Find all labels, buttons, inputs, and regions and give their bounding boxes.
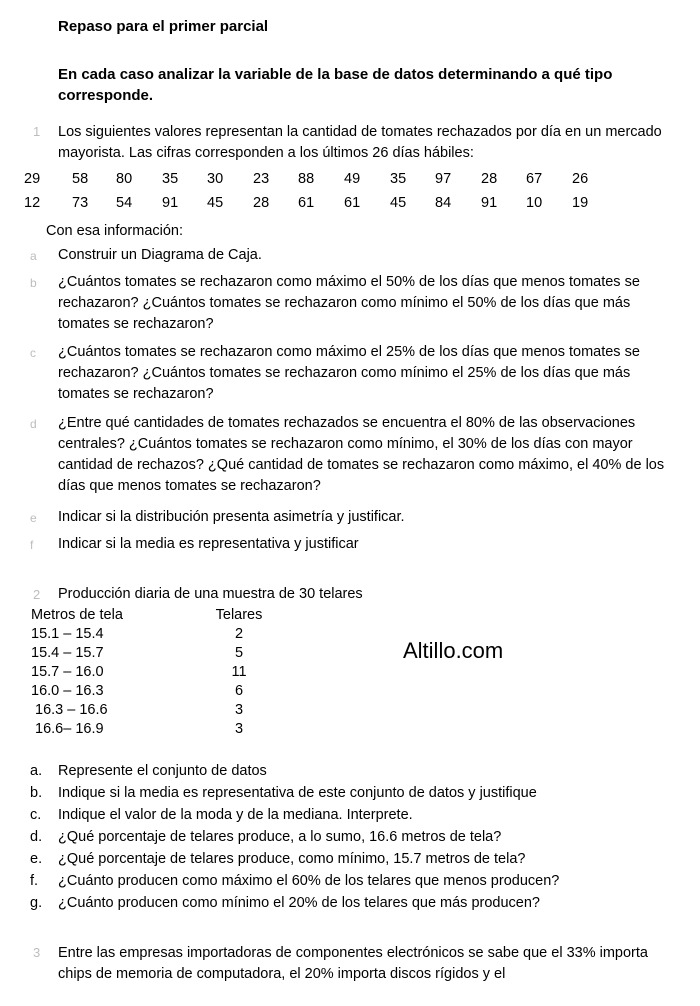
- question-label: f.: [30, 873, 39, 889]
- range-cell: 16.3 – 16.6: [35, 702, 108, 718]
- problem-2-text: Producción diaria de una muestra de 30 telares: [58, 586, 363, 602]
- question-text: ¿Cuánto producen como máximo el 60% de los telares que menos producen?: [58, 873, 560, 889]
- question-text: ¿Qué porcentaje de telares produce, a lo sumo, 16.6 metros de tela?: [58, 829, 502, 845]
- data-value: 61: [344, 195, 361, 211]
- watermark-altillo: Altillo.com: [403, 638, 504, 663]
- question-label: d.: [30, 829, 43, 845]
- data-value: 35: [390, 171, 407, 187]
- question-text: ¿Qué porcentaje de telares produce, como mínimo, 15.7 metros de tela?: [58, 851, 526, 867]
- data-value: 88: [298, 171, 315, 187]
- data-value: 91: [481, 195, 498, 211]
- question-label: b.: [30, 785, 43, 801]
- info-label: Con esa información:: [46, 223, 184, 239]
- table-row: [31, 720, 291, 739]
- table-row: [31, 682, 291, 701]
- problem-3-number: 3: [33, 945, 41, 960]
- list-item: Indicar si la distribución presenta asimetría y justificar.: [58, 509, 405, 525]
- data-value: 91: [162, 195, 179, 211]
- count-cell: 6: [234, 683, 244, 699]
- col-header-telares: Telares: [215, 607, 263, 623]
- question-label: a.: [30, 763, 43, 779]
- data-row-1: [0, 171, 700, 193]
- data-row-2: [0, 195, 700, 217]
- list-item: Indicar si la media es representativa y justificar: [58, 536, 359, 552]
- problem-1-text: Los siguientes valores representan la cantidad de tomates rechazados por día en un mercado mayorista. Las cifras corresponden a los últimos 26 días hábiles:: [58, 124, 662, 161]
- table-row: [31, 663, 291, 682]
- table-header: [31, 606, 291, 625]
- list-marker: a: [30, 249, 37, 263]
- count-cell: 3: [234, 702, 244, 718]
- data-value: 19: [572, 195, 589, 211]
- data-value: 84: [435, 195, 452, 211]
- question-label: g.: [30, 895, 43, 911]
- data-value: 45: [207, 195, 224, 211]
- list-marker: b: [30, 276, 37, 290]
- data-value: 12: [24, 195, 41, 211]
- data-value: 35: [162, 171, 179, 187]
- question-text: Represente el conjunto de datos: [58, 763, 267, 779]
- range-cell: 15.1 – 15.4: [31, 626, 104, 642]
- list-marker: f: [30, 538, 34, 552]
- data-value: 28: [481, 171, 498, 187]
- count-cell: 5: [234, 645, 244, 661]
- data-value: 30: [207, 171, 224, 187]
- question-text: Indique si la media es representativa de este conjunto de datos y justifique: [58, 785, 537, 801]
- data-value: 10: [526, 195, 543, 211]
- data-value: 26: [572, 171, 589, 187]
- problem-3-text: Entre las empresas importadoras de componentes electrónicos se sabe que el 33% importa chips de memoria de computadora, el 20% importa discos rígidos y el: [58, 945, 648, 982]
- data-value: 54: [116, 195, 133, 211]
- data-value: 45: [390, 195, 407, 211]
- data-value: 58: [72, 171, 89, 187]
- list-item: ¿Cuántos tomates se rechazaron como máximo el 25% de los días que menos tomates se rechazaron? ¿Cuántos tomates se rechazaron como mínimo el 25% de los días que más tomates se rechazaron?: [58, 344, 640, 402]
- list-item: Construir un Diagrama de Caja.: [58, 247, 262, 263]
- list-marker: e: [30, 511, 37, 525]
- question-text: ¿Cuánto producen como mínimo el 20% de los telares que más producen?: [58, 895, 540, 911]
- list-item: ¿Entre qué cantidades de tomates rechazados se encuentra el 80% de las observaciones centrales? ¿Cuántos tomates se rechazaron como mínimo, el 30% de los días con mayor cantidad de rechazos? ¿Qué cantidad de tomates se rechazaron como máximo, el 40% de los días que menos tomates se rechazaron?: [58, 415, 665, 494]
- document-title: Repaso para el primer parcial: [58, 18, 269, 35]
- table-row: [31, 701, 291, 720]
- data-value: 73: [72, 195, 89, 211]
- frequency-table: [31, 606, 291, 739]
- col-header-metros: Metros de tela: [31, 607, 123, 623]
- question-text: Indique el valor de la moda y de la mediana. Interprete.: [58, 807, 413, 823]
- data-value: 97: [435, 171, 452, 187]
- problem-2-number: 2: [33, 587, 41, 602]
- instructions: En cada caso analizar la variable de la base de datos determinando a qué tipo corresponde.: [58, 66, 613, 104]
- count-cell: 2: [234, 626, 244, 642]
- data-value: 61: [298, 195, 315, 211]
- range-cell: 15.7 – 16.0: [31, 664, 104, 680]
- count-cell: 3: [234, 721, 244, 737]
- data-value: 80: [116, 171, 133, 187]
- question-label: c.: [30, 807, 42, 823]
- data-value: 67: [526, 171, 543, 187]
- data-value: 28: [253, 195, 270, 211]
- list-marker: c: [30, 346, 36, 360]
- table-row: [31, 644, 291, 663]
- count-cell: 11: [231, 664, 247, 680]
- data-value: 23: [253, 171, 270, 187]
- data-value: 29: [24, 171, 41, 187]
- list-item: ¿Cuántos tomates se rechazaron como máximo el 50% de los días que menos tomates se rechazaron? ¿Cuántos tomates se rechazaron como mínimo el 50% de los días que más tomates se rechazaron?: [58, 274, 640, 332]
- data-value: 49: [344, 171, 361, 187]
- range-cell: 16.0 – 16.3: [31, 683, 104, 699]
- question-label: e.: [30, 851, 43, 867]
- list-marker: d: [30, 417, 37, 431]
- range-cell: 16.6– 16.9: [35, 721, 104, 737]
- range-cell: 15.4 – 15.7: [31, 645, 104, 661]
- problem-1-number: 1: [33, 124, 41, 139]
- table-row: [31, 625, 291, 644]
